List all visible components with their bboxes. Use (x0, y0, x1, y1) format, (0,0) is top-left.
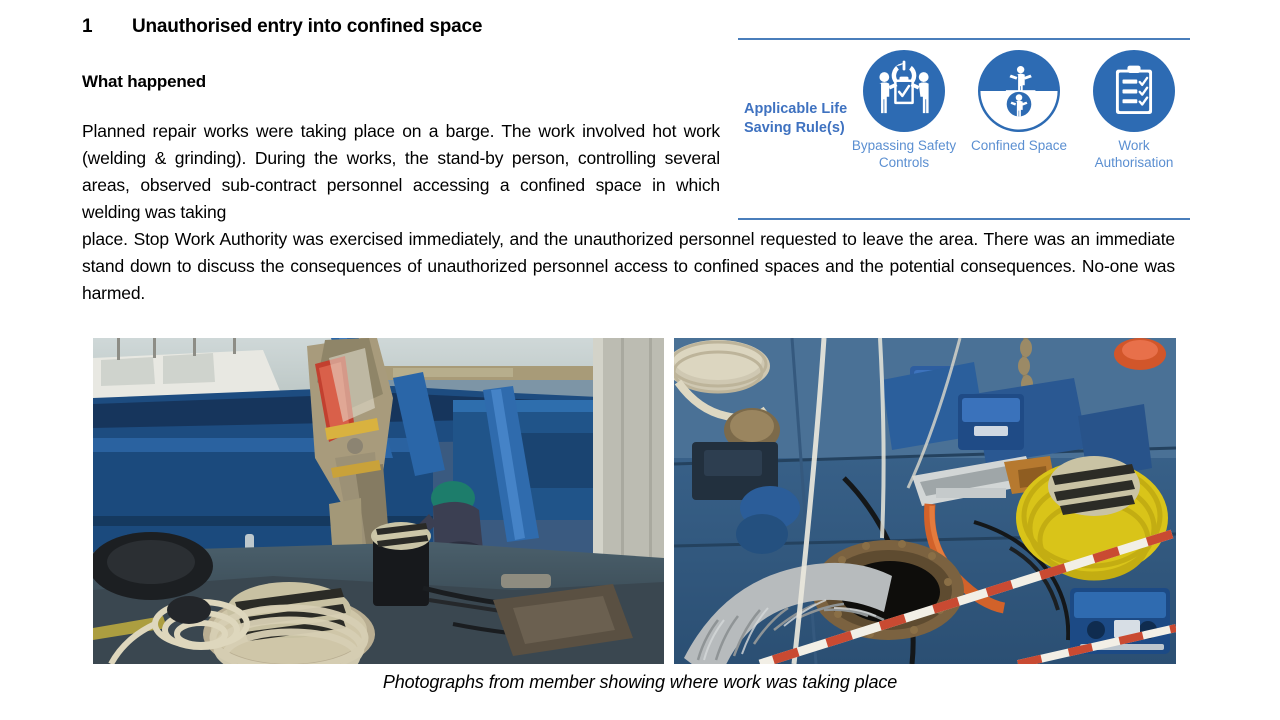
photo-right-render (674, 338, 1176, 664)
photo-confined-space-entry (674, 338, 1176, 664)
work-authorisation-icon (1093, 50, 1175, 132)
applicable-life-saving-rules-panel (738, 34, 1190, 220)
life-saving-rule-item (1078, 50, 1190, 171)
bypassing-safety-controls-icon (863, 50, 945, 132)
photo-left-render (93, 338, 664, 664)
life-saving-rule-label: Work Authorisation (1094, 138, 1174, 170)
photo-barge-deck-worker (93, 338, 664, 664)
section-number: 1 (82, 16, 93, 37)
confined-space-icon (978, 50, 1060, 132)
life-saving-rule-label: Bypassing Safety Controls (851, 138, 957, 170)
panel-divider-bottom (738, 218, 1190, 220)
paragraph-body (82, 226, 1175, 307)
photograph-row (93, 338, 1176, 664)
paragraph-part-2: place. Stop Work Authority was exercised immediately, and the unauthorized personnel requested to leave the area. There was an immediate stand down to discuss the consequences of unauthorized personnel access to (82, 229, 1175, 276)
page-title (82, 16, 482, 38)
panel-divider-top (738, 38, 1190, 40)
paragraph-part-1: Planned repair works were taking place on a barge. The work involved hot work (welding & grinding). During the works, the stand-by person, controlling several areas, observed sub-contract personnel accessing a confined space in which welding was taking (82, 121, 720, 222)
life-saving-rule-item (848, 50, 960, 171)
subheading-what-happened: What happened (82, 72, 206, 91)
life-saving-rules-title: Applicable Life Saving Rule(s) (744, 101, 848, 136)
life-saving-rule-label: Confined Space (970, 138, 1068, 153)
life-saving-rule-item (963, 50, 1075, 154)
life-saving-rules-list (848, 50, 1190, 171)
paragraph-part-3: confined spaces and the potential consequences. No-one was harmed. (82, 256, 1175, 303)
section-title: Unauthorised entry into confined space (132, 16, 483, 37)
photograph-caption: Photographs from member showing where work was taking place (382, 672, 898, 692)
